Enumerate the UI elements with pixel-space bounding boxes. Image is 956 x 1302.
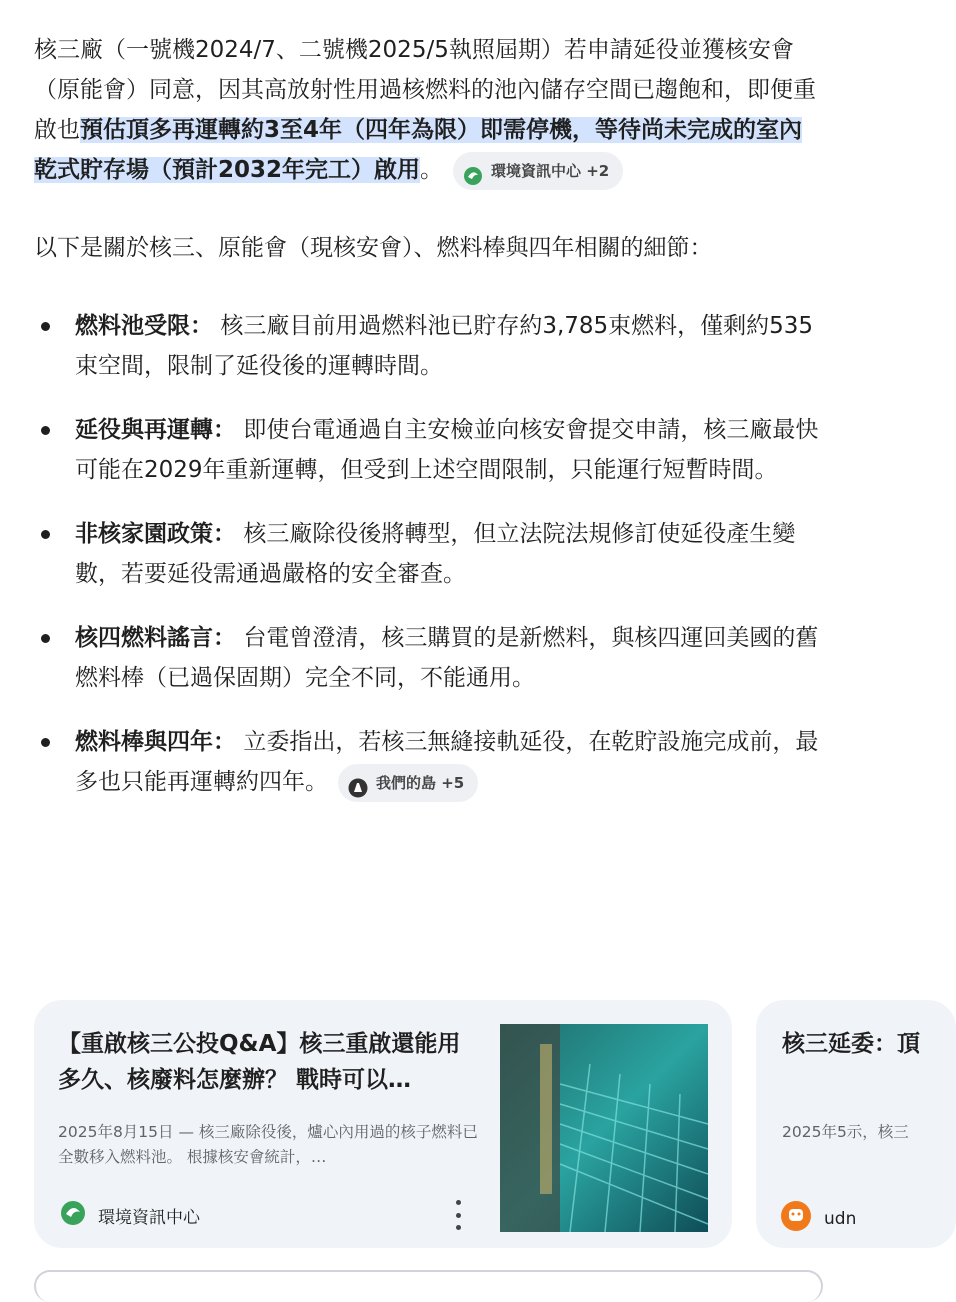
- fact-body: 核三廠除役後將轉型，但立法院法規修訂使延役產生變數，若要延役需通過嚴格的安全審查。: [75, 521, 796, 587]
- fact-title: 燃料池受限：: [75, 313, 213, 339]
- intro-text-end: 。: [420, 157, 444, 183]
- lead-in-paragraph: 以下是關於核三、原能會（現核安會）、燃料棒與四年相關的細節：: [34, 235, 713, 261]
- more-options-icon[interactable]: [446, 1200, 470, 1230]
- source-card[interactable]: [756, 1000, 956, 1248]
- card-snippet: 2025年8月15日 — 核三廠除役後，爐心內用過的核子燃料已全數移入燃料池。 根據核安會統計，…: [58, 1123, 478, 1166]
- highlighted-text: 預估頂多再運轉約3至4年（四年為限）即需停機，等待尚未完成的室內乾式貯存場（預計2032年完工）啟用: [34, 117, 803, 183]
- list-item: [34, 306, 824, 386]
- card-thumbnail[interactable]: [500, 1024, 708, 1232]
- source-chip-label: 我們的島 +5: [376, 773, 465, 792]
- fact-title: 延役與再運轉：: [75, 417, 236, 443]
- fact-title: 核四燃料謠言：: [75, 625, 236, 651]
- fact-title: 燃料棒與四年：: [75, 729, 236, 755]
- source-cards-carousel[interactable]: [34, 1000, 920, 1250]
- list-item: [34, 618, 824, 698]
- intro-paragraph: [34, 30, 824, 190]
- card-title[interactable]: 核三延委：頂: [782, 1031, 920, 1057]
- intro-text: 核三廠（一號機2024/7、二號機2025/5執照屆期）若申請延役並獲核安會（原能會）同意，因其高放射性用過核燃料的池內儲存空間已趨飽和，即便重啟也: [34, 37, 816, 143]
- fact-body: 即使台電通過自主安檢並向核安會提交申請，核三廠最快可能在2029年重新運轉，但受到上述空間限制，只能運行短暫時間。: [75, 417, 819, 483]
- list-item: [34, 514, 824, 594]
- env-info-logo-icon: [463, 161, 483, 181]
- fact-body: 核三廠目前用過燃料池已貯存約3,785束燃料，僅剩約535束空間，限制了延役後的運轉時間。: [75, 313, 814, 379]
- fact-title: 非核家園政策：: [75, 521, 236, 547]
- source-card[interactable]: [34, 1000, 732, 1248]
- fact-body: 立委指出，若核三無縫接軌延役，在乾貯設施完成前，最多也只能再運轉約四年。: [75, 729, 819, 795]
- card-snippet: 2025年5示，核三: [782, 1123, 909, 1141]
- env-info-logo-icon: [60, 1200, 86, 1231]
- card-source[interactable]: [60, 1200, 200, 1231]
- facts-list: [34, 306, 824, 802]
- source-chip-env[interactable]: [453, 152, 623, 190]
- card-source-name: udn: [824, 1208, 857, 1229]
- card-source-name: 環境資訊中心: [98, 1208, 200, 1228]
- bottom-input-bar[interactable]: [34, 1270, 823, 1302]
- source-chip-label: 環境資訊中心 +2: [491, 161, 610, 180]
- card-source[interactable]: [780, 1200, 856, 1237]
- answer-content: [34, 30, 824, 826]
- our-island-logo-icon: [348, 773, 368, 793]
- card-title[interactable]: 【重啟核三公投Q&A】核三重啟還能用多久、核廢料怎麼辦？ 戰時可以…: [58, 1031, 461, 1093]
- list-item: [34, 722, 824, 802]
- list-item: [34, 410, 824, 490]
- source-chip-island[interactable]: [338, 764, 478, 802]
- fact-body: 台電曾澄清，核三購買的是新燃料，與核四運回美國的舊燃料棒（已過保固期）完全不同，不能通用。: [75, 625, 819, 691]
- udn-logo-icon: [780, 1200, 812, 1237]
